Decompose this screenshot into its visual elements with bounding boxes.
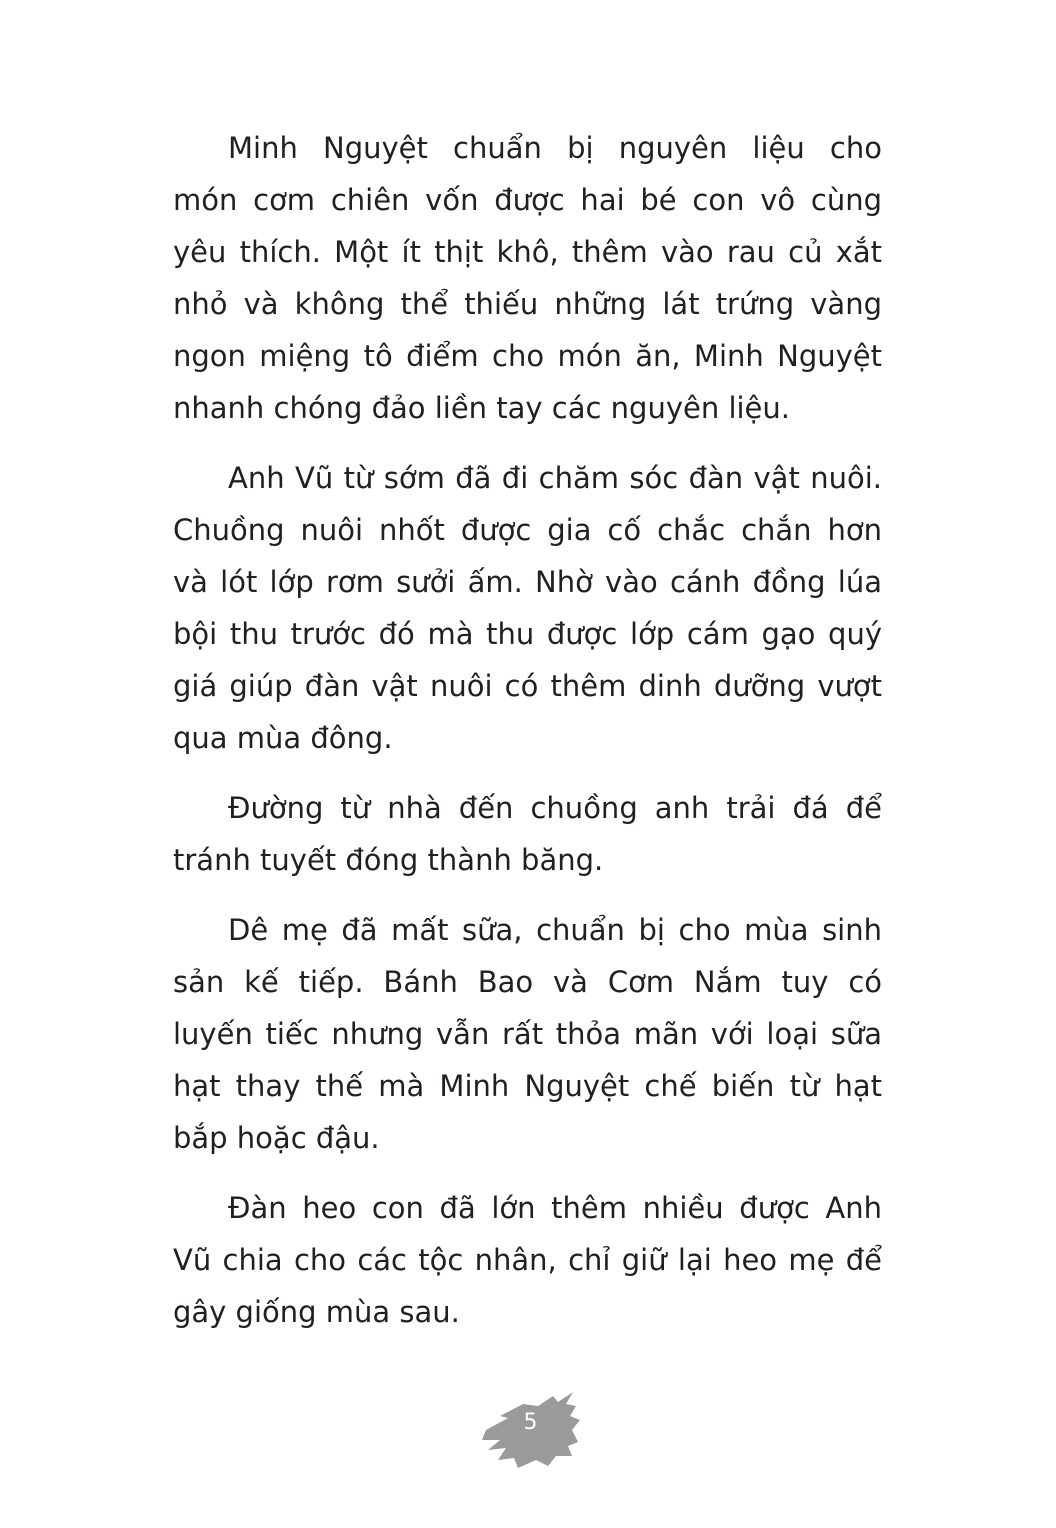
text-line: giá giúp đàn vật nuôi có thêm dinh dưỡng vượt (173, 669, 882, 703)
paragraph (173, 782, 882, 886)
text-line: và lót lớp rơm sưởi ấm. Nhờ vào cánh đồng lúa (173, 565, 882, 599)
text-line: ngon miệng tô điểm cho món ăn, Minh Nguyệt (173, 339, 882, 373)
page-number: 5 (523, 1410, 538, 1435)
paragraph (173, 904, 882, 1164)
text-line: Đường từ nhà đến chuồng anh trải đá để (228, 791, 882, 825)
text-line: món cơm chiên vốn được hai bé con vô cùng (173, 183, 882, 217)
paragraph (173, 122, 882, 434)
text-line: yêu thích. Một ít thịt khô, thêm vào rau củ xắt (173, 235, 882, 269)
text-line: bắp hoặc đậu. (173, 1121, 380, 1155)
text-line: gây giống mùa sau. (173, 1295, 460, 1329)
text-line: hạt thay thế mà Minh Nguyệt chế biến từ hạt (173, 1069, 882, 1103)
text-line: luyến tiếc nhưng vẫn rất thỏa mãn với loại sữa (173, 1017, 882, 1051)
text-line: Anh Vũ từ sớm đã đi chăm sóc đàn vật nuôi. (228, 461, 882, 495)
text-line: sản kế tiếp. Bánh Bao và Cơm Nắm tuy có (173, 965, 882, 999)
text-line: Chuồng nuôi nhốt được gia cố chắc chắn hơn (173, 513, 882, 547)
text-line: bội thu trước đó mà thu được lớp cám gạo quý (173, 617, 882, 651)
text-line: Dê mẹ đã mất sữa, chuẩn bị cho mùa sinh (228, 913, 882, 947)
text-line: nhỏ và không thể thiếu những lát trứng vàng (173, 287, 882, 321)
text-line: nhanh chóng đảo liền tay các nguyên liệu. (173, 391, 791, 425)
text-line: qua mùa đông. (173, 721, 393, 755)
text-line: tránh tuyết đóng thành băng. (173, 843, 604, 877)
text-line: Minh Nguyệt chuẩn bị nguyên liệu cho (228, 131, 882, 165)
paragraph (173, 1182, 882, 1338)
text-line: Vũ chia cho các tộc nhân, chỉ giữ lại heo mẹ để (173, 1243, 882, 1277)
text-line: Đàn heo con đã lớn thêm nhiều được Anh (228, 1191, 882, 1225)
body-text (173, 122, 882, 1356)
paragraph (173, 452, 882, 764)
page-number-badge (478, 1390, 583, 1470)
